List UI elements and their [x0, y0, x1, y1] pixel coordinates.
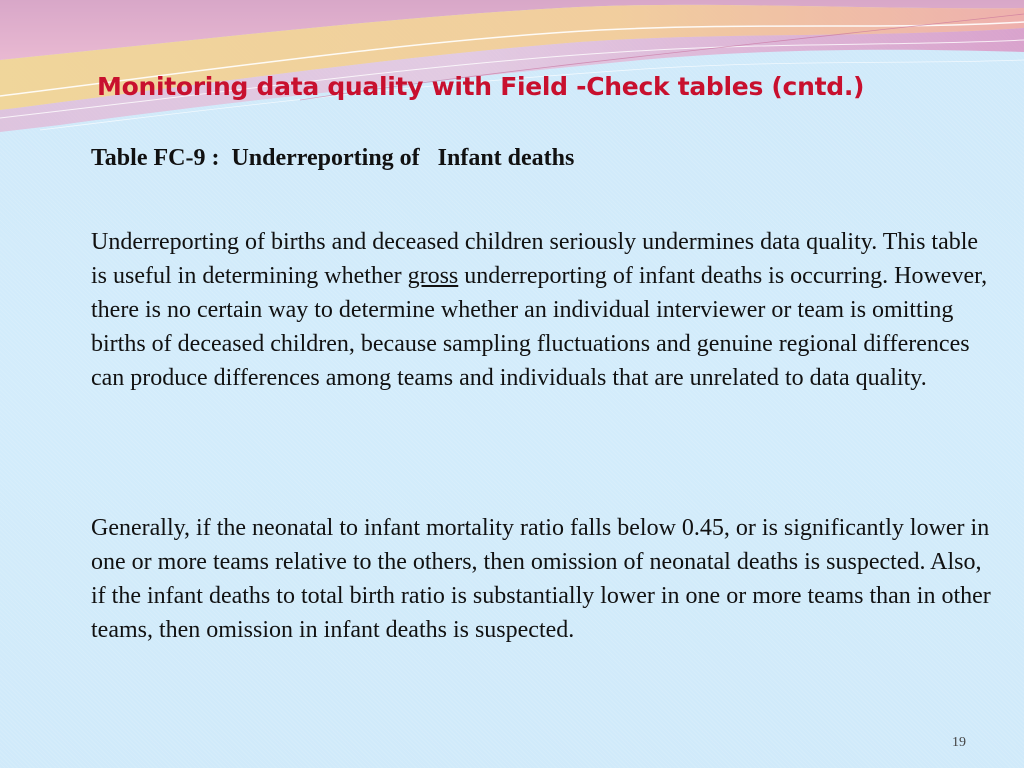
page-number: 19 — [952, 735, 966, 750]
decorative-swoosh-header — [0, 0, 1024, 140]
table-subtitle: Table FC-9 : Underreporting of Infant deaths — [91, 145, 575, 171]
paragraph1-text-after: underreporting of infant deaths is occurring. However, there is no certain way to determine whether an individual interviewer or team is omitting births of deceased children, because sampling fluctuations and genuine regional differences can produce differences among teams and individuals that are unrelated to data quality. — [91, 263, 988, 391]
paragraph-mortality-ratio: Generally, if the neonatal to infant mortality ratio falls below 0.45, or is significantly lower in one or more teams relative to the others, then omission of neonatal deaths is suspected. Also, if the infant deaths to total birth ratio is substantially lower in one or more teams than in other teams, then omission in infant deaths is suspected. — [91, 515, 991, 643]
slide-title: Monitoring data quality with Field -Check tables (cntd.) — [97, 72, 865, 101]
paragraph1-text-before: Underreporting of births and deceased children seriously undermines data quality. This table is useful in determining whether — [91, 229, 979, 289]
underlined-word-gross: gross — [407, 263, 459, 289]
paragraph-underreporting — [91, 225, 991, 395]
